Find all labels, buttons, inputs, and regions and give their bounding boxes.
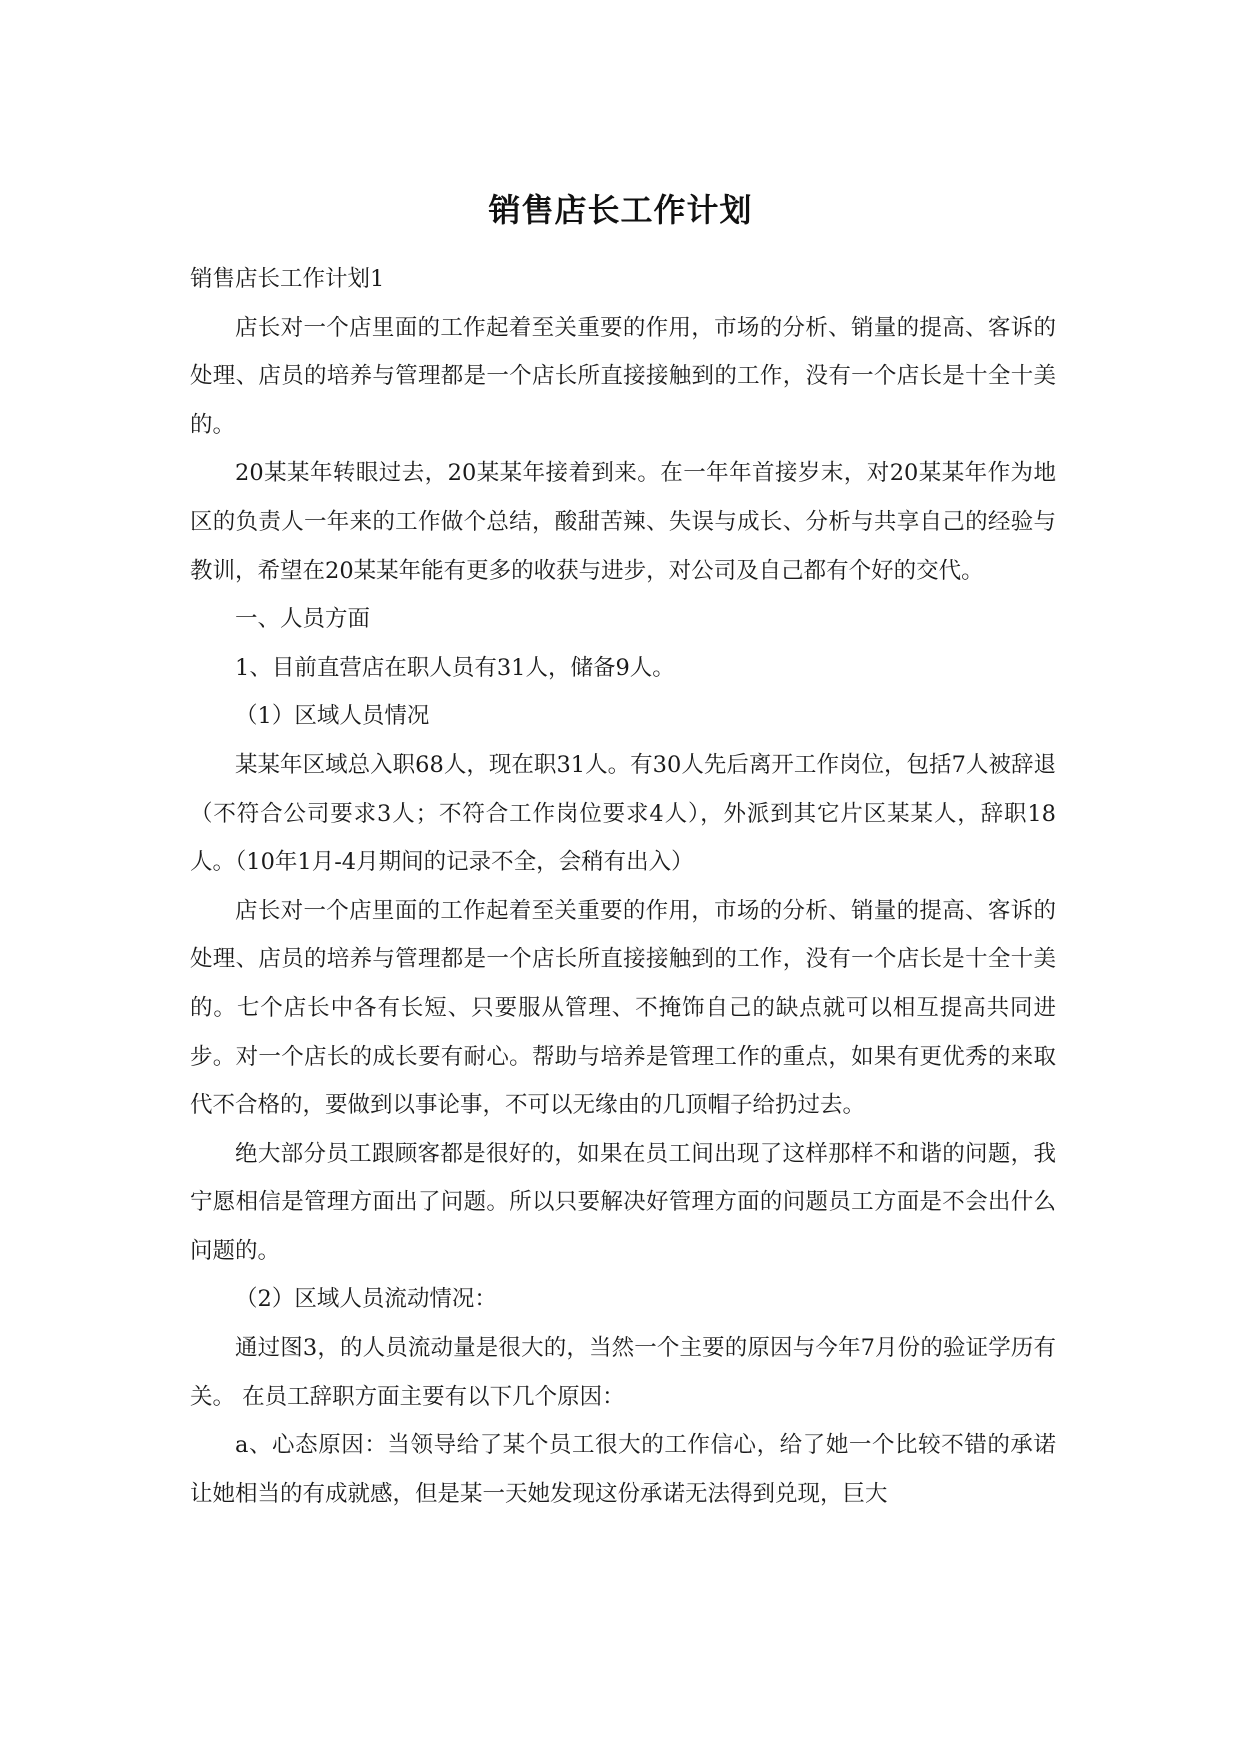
document-title: 销售店长工作计划 — [488, 191, 753, 229]
paragraph-4: 某某年区域总入职68人，现在职31人。有30人先后离开工作岗位，包括7人被辞退（不符合公司要求3人；不符合工作岗位要求4人），外派到其它片区某某人，辞职18人。（10年1月-4月期间的记录不全，会稍有出入） — [190, 751, 1056, 876]
paragraph-6: 绝大部分员工跟顾客都是很好的，如果在员工间出现了这样那样不和谐的问题，我宁愿相信是管理方面出了问题。所以只要解决好管理方面的问题员工方面是不会出什么问题的。 — [190, 1140, 1056, 1264]
paragraph-3: 1、目前直营店在职人员有31人，储备9人。 — [235, 654, 675, 681]
document-body — [190, 255, 1056, 1518]
paragraph-1: 店长对一个店里面的工作起着至关重要的作用，市场的分析、销量的提高、客诉的处理、店员的培养与管理都是一个店长所直接接触到的工作，没有一个店长是十全十美的。 — [190, 314, 1056, 438]
subsection-heading-2: （2）区域人员流动情况： — [235, 1286, 497, 1313]
subsection-heading-1: （1）区域人员情况 — [235, 703, 430, 730]
paragraph-7: 通过图3，的人员流动量是很大的，当然一个主要的原因与今年7月份的验证学历有关。 在员工辞职方面主要有以下几个原因： — [190, 1335, 1056, 1410]
paragraph-5: 店长对一个店里面的工作起着至关重要的作用，市场的分析、销量的提高、客诉的处理、店员的培养与管理都是一个店长所直接接触到的工作，没有一个店长是十全十美的。七个店长中各有长短、只要服从管理、不掩饰自己的缺点就可以相互提高共同进步。对一个店长的成长要有耐心。帮助与培养是管理工作的重点，如果有更优秀的来取代不合格的，要做到以事论事，不可以无缘由的几顶帽子给扔过去。 — [190, 897, 1056, 1119]
section-heading-personnel: 一、人员方面 — [235, 606, 371, 633]
paragraph-2: 20某某年转眼过去，20某某年接着到来。在一年年首接岁末，对20某某年作为地区的负责人一年来的工作做个总结，酸甜苦辣、失误与成长、分析与共享自己的经验与教训，希望在20某某年能有更多的收获与进步，对公司及自己都有个好的交代。 — [190, 460, 1056, 584]
section-subtitle: 销售店长工作计划1 — [190, 266, 385, 292]
paragraph-8: a、心态原因：当领导给了某个员工很大的工作信心，给了她一个比较不错的承诺让她相当的有成就感，但是某一天她发现这份承诺无法得到兑现，巨大 — [190, 1432, 1056, 1507]
